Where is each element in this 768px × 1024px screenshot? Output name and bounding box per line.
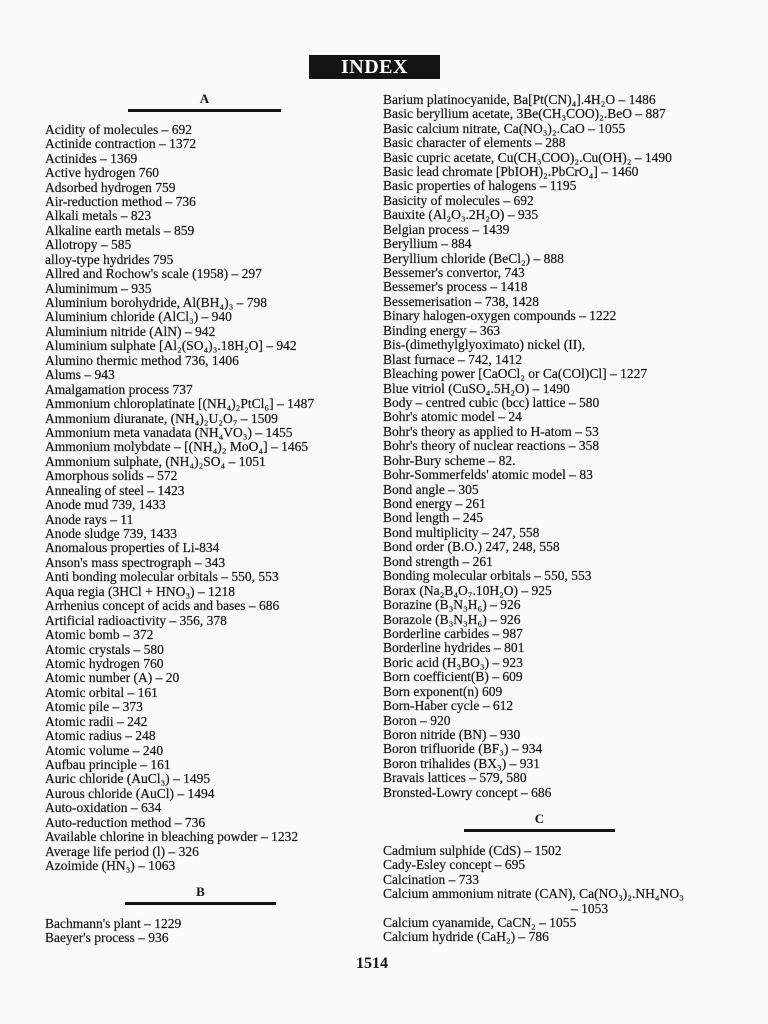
index-entry: Bohr's theory of nuclear reactions – 358: [383, 438, 600, 454]
index-entry: Bonding molecular orbitals – 550, 553: [383, 568, 592, 584]
index-entry: Boric acid (H₃BO₃) – 923: [383, 654, 523, 670]
index-entry: Arrhenius concept of acids and bases – 686: [45, 598, 280, 614]
index-entry: Borderline carbides – 987: [383, 625, 523, 641]
index-entry: Anomalous properties of Li-834: [45, 540, 220, 556]
index-entry: Anode mud 739, 1433: [45, 497, 166, 513]
index-entry: Bachmann's plant – 1229: [45, 915, 182, 931]
index-entry: Anode sludge 739, 1433: [45, 526, 177, 542]
index-entry: Calcium hydride (CaH₂) – 786: [383, 929, 549, 945]
index-entry: Basic character of elements – 288: [383, 135, 566, 151]
index-entry: Beryllium – 884: [383, 236, 472, 252]
index-entry: Active hydrogen 760: [45, 165, 159, 181]
heading-rule: [128, 109, 281, 112]
index-entry: Cadmium sulphide (CdS) – 1502: [383, 842, 562, 858]
index-entry: Atomic hydrogen 760: [45, 655, 164, 671]
index-entry: Anson's mass spectrograph – 343: [45, 554, 226, 570]
index-entry: Actinides – 1369: [45, 150, 138, 166]
index-entry: Aqua regia (3HCl + HNO₃) – 1218: [45, 583, 236, 599]
index-entry: Borazine (B₃N₃H₆) – 926: [383, 597, 521, 613]
index-entry: Aurous chloride (AuCl) – 1494: [45, 785, 215, 801]
index-entry: Ammonium molybdate – [(NH₄)₂ MoO₄] – 1465: [45, 439, 309, 455]
index-entry: Annealing of steel – 1423: [45, 482, 185, 498]
index-entry: Bleaching power [CaOCl₂ or Ca(COl)Cl] – 1227: [383, 366, 648, 382]
index-entry: Allotropy – 585: [45, 237, 132, 253]
index-entry: Bond multiplicity – 247, 558: [383, 524, 540, 540]
index-entry: Aluminium nitride (AlN) – 942: [45, 323, 216, 339]
index-entry: Auto-oxidation – 634: [45, 800, 162, 816]
index-entry: Ammonium diuranate, (NH₄)₂U₂O₇ – 1509: [45, 410, 278, 426]
index-entry: Bohr-Bury scheme – 82.: [383, 452, 516, 468]
index-entry: Blast furnace – 742, 1412: [383, 351, 523, 367]
index-entry: Alums – 943: [45, 367, 115, 383]
index-entry: Binary halogen-oxygen compounds – 1222: [383, 308, 617, 324]
index-entry: Auto-reduction method – 736: [45, 814, 206, 830]
index-entry: Boron – 920: [383, 712, 451, 728]
index-entry: Basic cupric acetate, Cu(CH₃COO)₂.Cu(OH)₂ – 1490: [383, 149, 672, 165]
index-entry: Beryllium chloride (BeCl₂) – 888: [383, 250, 564, 266]
index-title: INDEX: [309, 55, 440, 79]
index-entry: Atomic pile – 373: [45, 699, 143, 715]
index-entry: Atomic crystals – 580: [45, 641, 164, 657]
index-entry: Basic calcium nitrate, Ca(NO₃)₂.CaO – 1055: [383, 120, 626, 136]
index-entry: Bond strength – 261: [383, 553, 493, 569]
index-entry: Acidity of molecules – 692: [45, 121, 192, 137]
index-entry: Amorphous solids – 572: [45, 468, 178, 484]
section-letter: B: [196, 884, 205, 899]
index-entry: Bohr's atomic model – 24: [383, 409, 522, 425]
section-heading-c: [464, 810, 615, 832]
index-entry: Bravais lattices – 579, 580: [383, 770, 527, 786]
index-entry: Artificial radioactivity – 356, 378: [45, 612, 227, 628]
index-entry: Bauxite (Al₂O₃.2H₂O) – 935: [383, 207, 539, 223]
section-heading-b: [125, 883, 276, 905]
index-entry: Amalgamation process 737: [45, 381, 193, 397]
section-heading-a: [128, 90, 281, 112]
index-entry: Atomic bomb – 372: [45, 627, 154, 643]
index-entry: Atomic orbital – 161: [45, 684, 158, 700]
index-entry: Born-Haber cycle – 612: [383, 698, 514, 714]
index-entry: Boron trihalides (BX₃) – 931: [383, 755, 540, 771]
index-entry: Borderline hydrides – 801: [383, 640, 525, 656]
index-entry: Actinide contraction – 1372: [45, 136, 197, 152]
index-entry: Born coefficient(B) – 609: [383, 669, 523, 685]
index-entry: Air-reduction method – 736: [45, 193, 196, 209]
index-entry: Ammonium sulphate, (NH₄)₂SO₄ – 1051: [45, 453, 266, 469]
index-entry: Calcium cyanamide, CaCN₂ – 1055: [383, 914, 577, 930]
index-entry: Barium platinocyanide, Ba[Pt(CN)₄].4H₂O – 1486: [383, 91, 656, 107]
index-entry: Bond length – 245: [383, 510, 484, 526]
index-list-c: [383, 844, 684, 945]
index-entry: Bessemer's process – 1418: [383, 279, 528, 295]
index-entry: Cady-Esley concept – 695: [383, 857, 526, 873]
index-entry: Ammonium chloroplatinate [(NH₄)₂PtCl₆] – 1487: [45, 396, 315, 412]
index-entry: Boron nitride (BN) – 930: [383, 727, 521, 743]
index-entry: Borazole (B₃N₃H₆) – 926: [383, 611, 521, 627]
index-entry: Aluminium borohydride, Al(BH₄)₃ – 798: [45, 295, 268, 311]
index-entry: Bronsted-Lowry concept – 686: [383, 784, 552, 800]
index-entry: alloy-type hydrides 795: [45, 251, 174, 267]
index-entry: Adsorbed hydrogen 759: [45, 179, 176, 195]
index-entry: Atomic radius – 248: [45, 728, 156, 744]
page-number: 1514: [356, 955, 388, 972]
index-entry: Ammonium meta vanadata (NH₄VO₃) – 1455: [45, 424, 293, 440]
index-entry: Baeyer's process – 936: [45, 930, 169, 946]
index-entry: Bohr's theory as applied to H-atom – 53: [383, 423, 599, 439]
index-entry: Calcination – 733: [383, 871, 479, 887]
index-entry: Borax (Na₂B₄O₇.10H₂O) – 925: [383, 582, 552, 598]
index-entry: Auric chloride (AuCl₃) – 1495: [45, 771, 211, 787]
index-entry: Born exponent(n) 609: [383, 683, 503, 699]
index-entry: Bis-(dimethylglyoximato) nickel (II),: [383, 337, 586, 353]
index-entry-continuation: – 1053: [571, 900, 609, 916]
index-entry: Bessemer's convertor, 743: [383, 265, 525, 281]
index-entry: Available chlorine in bleaching powder – 1232: [45, 829, 299, 845]
section-letter: C: [534, 811, 545, 826]
heading-rule: [464, 829, 615, 832]
index-entry: Azoimide (HN₃) – 1063: [45, 858, 176, 874]
index-entry: Bond angle – 305: [383, 481, 479, 497]
index-entry: Bond energy – 261: [383, 496, 486, 512]
index-entry: Alkaline earth metals – 859: [45, 222, 195, 238]
index-entry: Aluminium chloride (AlCl₃) – 940: [45, 309, 232, 325]
index-entry: Body – centred cubic (bcc) lattice – 580: [383, 394, 600, 410]
index-entry: Calcium ammonium nitrate (CAN), Ca(NO₃)₂.NH₄NO₃: [383, 886, 684, 902]
index-entry: Allred and Rochow's scale (1958) – 297: [45, 266, 262, 282]
index-entry: Atomic radii – 242: [45, 713, 148, 729]
index-entry: Binding energy – 363: [383, 322, 501, 338]
index-entry: Atomic number (A) – 20: [45, 670, 180, 686]
index-entry: Blue vitriol (CuSO₄.5H₂O) – 1490: [383, 380, 570, 396]
index-entry: Bessemerisation – 738, 1428: [383, 293, 539, 309]
index-entry: Atomic volume – 240: [45, 742, 164, 758]
index-entry: Alumino thermic method 736, 1406: [45, 352, 239, 368]
index-entry: Basicity of molecules – 692: [383, 192, 534, 208]
index-entry: Basic properties of halogens – 1195: [383, 178, 577, 194]
index-entry: Aufbau principle – 161: [45, 757, 171, 773]
index-entry: Average life period (l) – 326: [45, 843, 199, 859]
index-entry: Anode rays – 11: [45, 511, 134, 527]
index-entry: Bond order (B.O.) 247, 248, 558: [383, 539, 560, 555]
index-entry: Aluminimum – 935: [45, 280, 152, 296]
index-entry: Basic lead chromate [PbIOH)₂.PbCrO₄] – 1460: [383, 163, 639, 179]
index-list-a: [45, 123, 314, 874]
index-entry: Aluminium sulphate [Al₂(SO₄)₃.18H₂O] – 942: [45, 338, 297, 354]
heading-rule: [125, 902, 276, 905]
index-entry: Boron trifluoride (BF₃) – 934: [383, 741, 543, 757]
index-list-b-continued: [383, 93, 672, 800]
index-entry: Belgian process – 1439: [383, 221, 510, 237]
section-letter: A: [199, 91, 210, 106]
index-entry: Basic beryllium acetate, 3Be(CH₃COO)₂.BeO – 887: [383, 106, 666, 122]
index-entry: Anti bonding molecular orbitals – 550, 553: [45, 569, 279, 585]
index-entry: Alkali metals – 823: [45, 208, 152, 224]
index-list-b: [45, 917, 181, 946]
index-entry: Bohr-Sommerfelds' atomic model – 83: [383, 467, 593, 483]
